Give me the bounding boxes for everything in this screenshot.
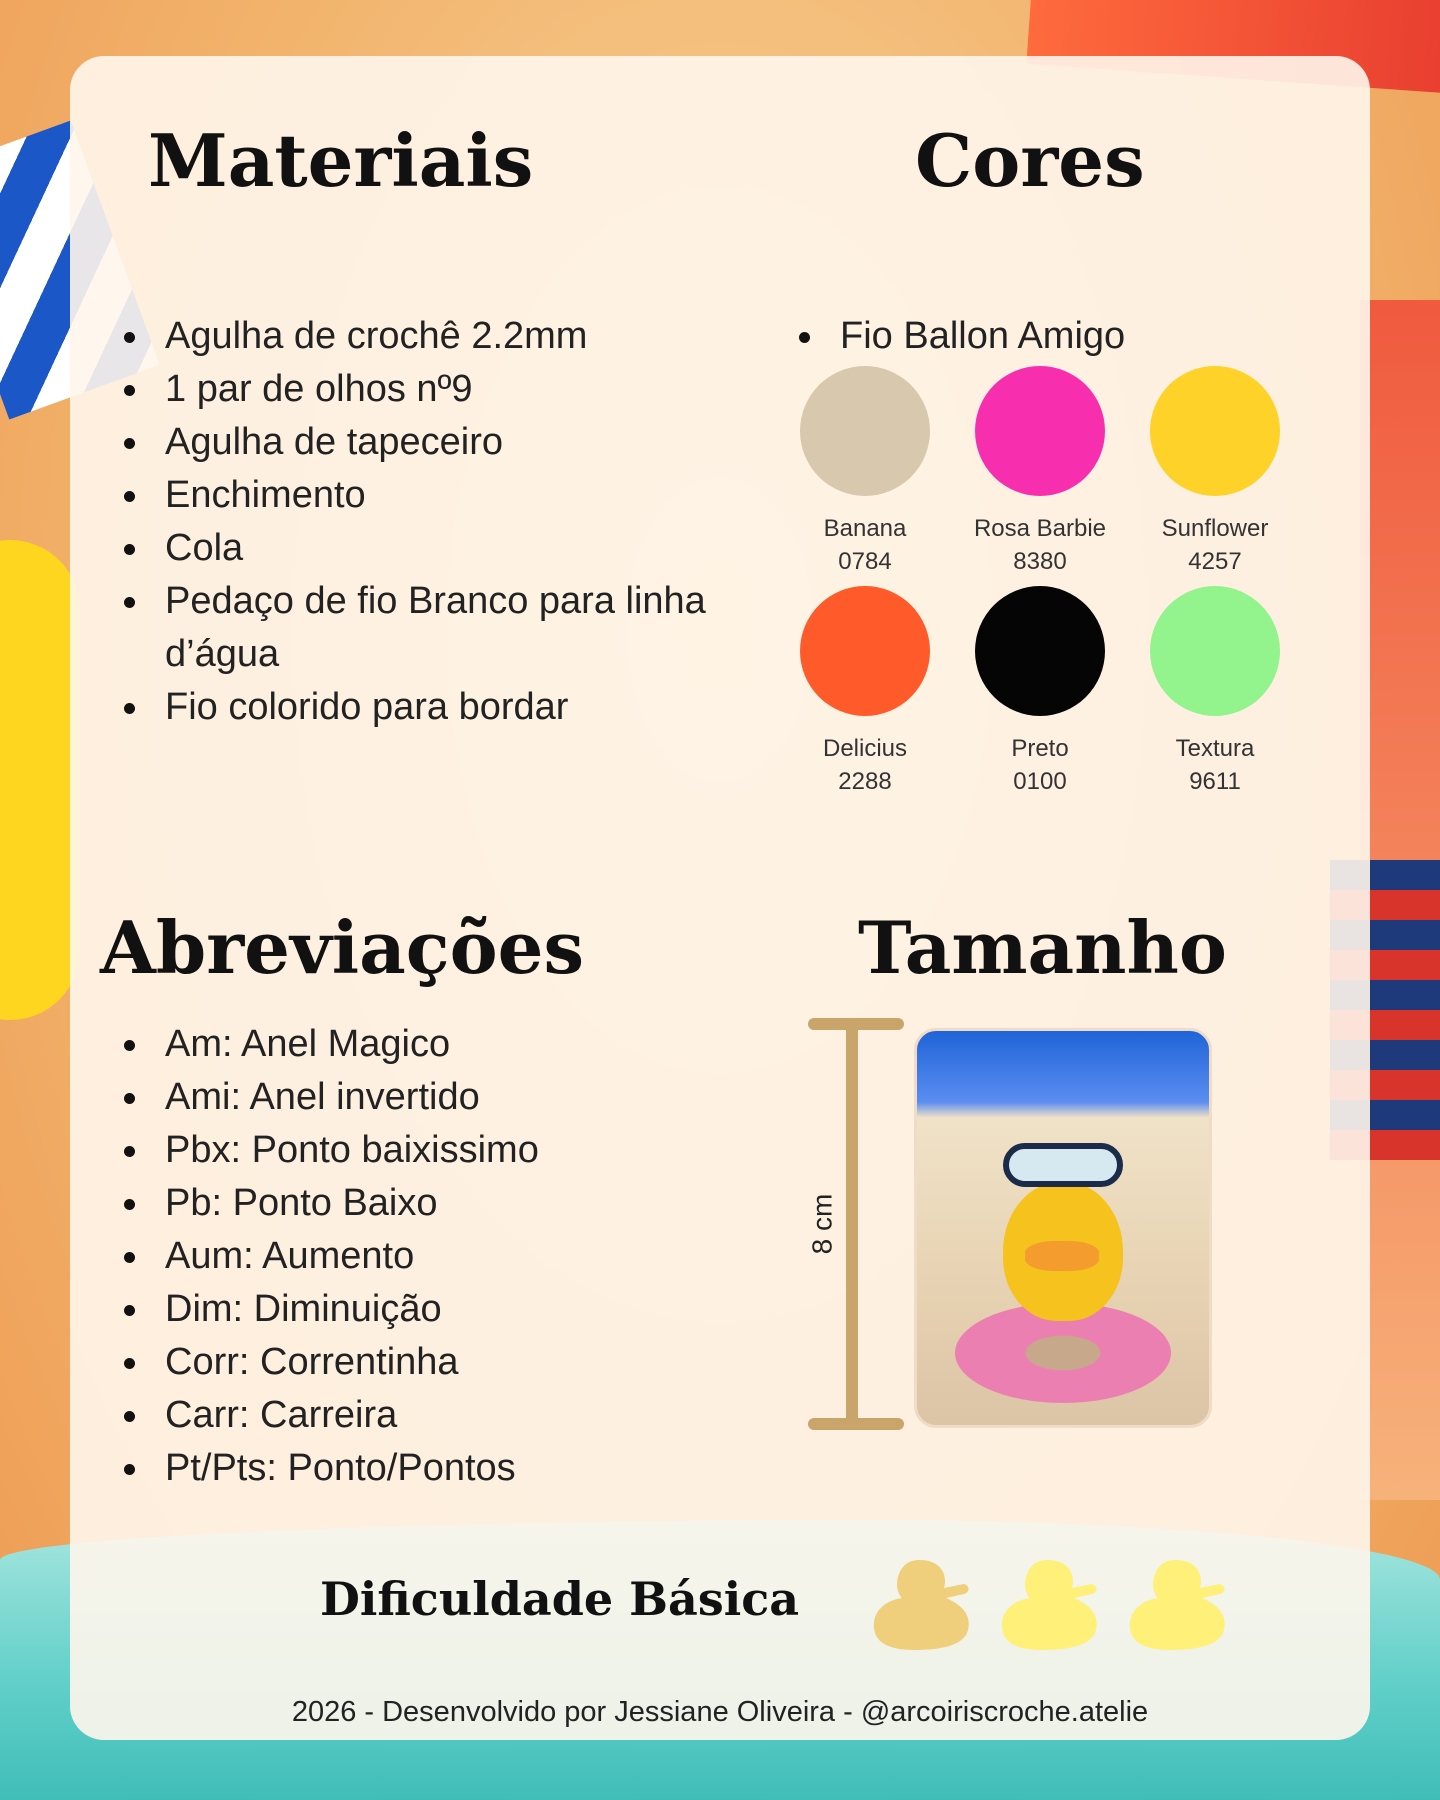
list-item: Pt/Pts: Ponto/Pontos [110, 1442, 730, 1495]
duck-icon [868, 1552, 980, 1652]
list-item: Cola [110, 522, 730, 575]
color-swatch [795, 370, 935, 578]
tamanho-title: Tamanho [858, 905, 1227, 990]
color-code: 4257 [1188, 548, 1242, 575]
color-code: 0100 [1013, 768, 1067, 795]
color-swatch [1145, 590, 1285, 798]
color-blob [804, 370, 926, 492]
color-swatch [795, 590, 935, 798]
abreviacoes-list [110, 1018, 730, 1495]
list-item: Fio colorido para bordar [110, 681, 730, 734]
ruler-bar [846, 1024, 858, 1424]
list-item: Am: Anel Magico [110, 1018, 730, 1071]
duck-beak [1025, 1241, 1099, 1271]
list-item: Carr: Carreira [110, 1389, 730, 1442]
color-name: Sunflower [1161, 515, 1269, 542]
duck-icon [1124, 1552, 1236, 1652]
difficulty-label: Dificuldade Básica [320, 1572, 800, 1626]
color-blob [1154, 370, 1276, 492]
yarn-brand: Fio Ballon Amigo [785, 310, 1305, 363]
color-swatch [970, 370, 1110, 578]
color-blob [979, 590, 1101, 712]
color-name: Banana [823, 515, 907, 542]
color-code: 2288 [838, 768, 892, 795]
footer-credit: 2026 - Desenvolvido por Jessiane Oliveira - @arcoiriscroche.atelie [291, 1696, 1149, 1728]
color-code: 0784 [838, 548, 892, 575]
list-item: Dim: Diminuição [110, 1283, 730, 1336]
color-name: Preto [1011, 735, 1069, 762]
duck-icon [996, 1552, 1108, 1652]
color-swatch [1145, 370, 1285, 578]
color-name: Rosa Barbie [973, 515, 1107, 542]
list-item: Pbx: Ponto baixissimo [110, 1124, 730, 1177]
cores-list [785, 310, 1305, 363]
list-item: Enchimento [110, 469, 730, 522]
list-item: Pb: Ponto Baixo [110, 1177, 730, 1230]
color-code: 8380 [1013, 548, 1067, 575]
goggles [1003, 1143, 1123, 1187]
color-code: 9611 [1189, 768, 1241, 795]
size-label: 8 cm [806, 1193, 838, 1255]
ruler-bottom-cap [808, 1418, 904, 1430]
materiais-title: Materiais [148, 118, 534, 203]
cores-title: Cores [915, 118, 1145, 203]
list-item: Pedaço de fio Branco para linha d’água [110, 575, 730, 681]
color-blob [804, 590, 926, 712]
abreviacoes-title: Abreviações [100, 905, 584, 990]
materiais-list [110, 310, 730, 734]
color-name: Delicius [822, 735, 908, 762]
list-item: 1 par de olhos nº9 [110, 363, 730, 416]
flip-flop [0, 540, 80, 1020]
list-item: Agulha de tapeceiro [110, 416, 730, 469]
list-item: Aum: Aumento [110, 1230, 730, 1283]
list-item: Agulha de crochê 2.2mm [110, 310, 730, 363]
list-item: Corr: Correntinha [110, 1336, 730, 1389]
product-photo [914, 1028, 1212, 1428]
color-name: Textura [1175, 735, 1255, 762]
list-item: Ami: Anel invertido [110, 1071, 730, 1124]
color-swatch [970, 590, 1110, 798]
color-blob [1154, 590, 1276, 712]
size-ruler [808, 1018, 898, 1430]
color-blob [979, 370, 1101, 492]
